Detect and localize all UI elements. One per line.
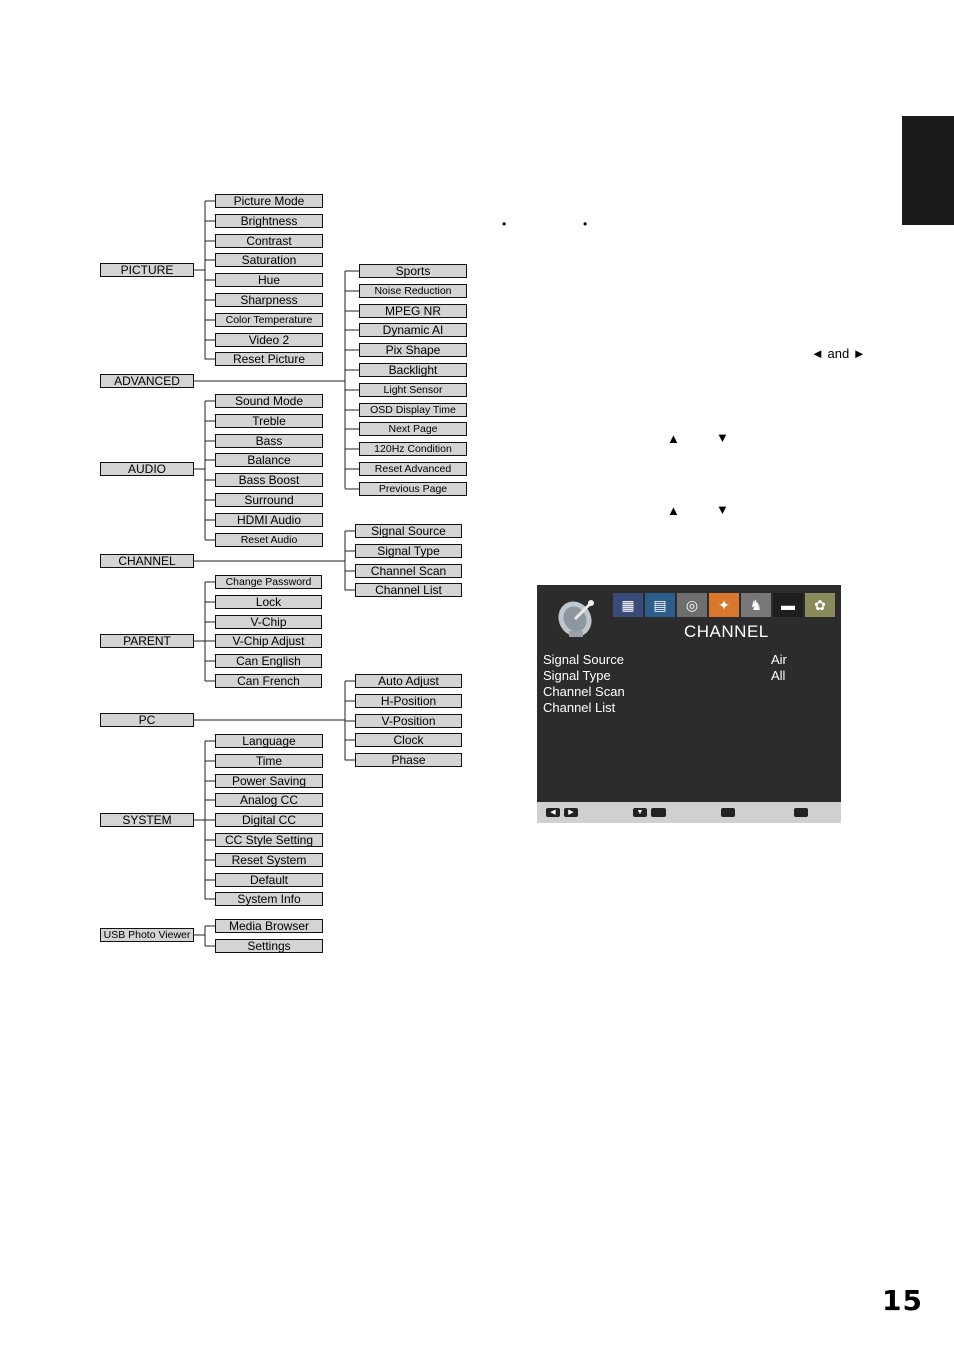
pc-icon[interactable]: ▬ (773, 593, 803, 617)
system-icon[interactable]: ✿ (805, 593, 835, 617)
osd-row-value: Air (771, 652, 787, 667)
osd-footer (537, 802, 841, 823)
menu-root-advanced: ADVANCED (100, 374, 194, 388)
menu-root-system: SYSTEM (100, 813, 194, 827)
menu-item-time: Time (215, 754, 323, 768)
menu-item-reset-advanced: Reset Advanced (359, 462, 467, 476)
menu-root-channel: CHANNEL (100, 554, 194, 568)
menu-item-noise-reduction: Noise Reduction (359, 284, 467, 298)
menu-item-balance: Balance (215, 453, 323, 467)
osd-menu-icons (613, 593, 835, 617)
menu-item-contrast: Contrast (215, 234, 323, 248)
audio-icon[interactable]: ◎ (677, 593, 707, 617)
picture-icon[interactable]: ▦ (613, 593, 643, 617)
menu-item-lock: Lock (215, 595, 322, 609)
menu-item-auto-adjust: Auto Adjust (355, 674, 462, 688)
menu-root-parent: PARENT (100, 634, 194, 648)
menu-item-light-sensor: Light Sensor (359, 383, 467, 397)
menu-item-phase: Phase (355, 753, 462, 767)
osd-row-label[interactable]: Channel Scan (543, 684, 625, 699)
menu-item-analog-cc: Analog CC (215, 793, 323, 807)
menu-item-dynamic-ai: Dynamic AI (359, 323, 467, 337)
menu-item-can-english: Can English (215, 654, 322, 668)
exit-key-icon (794, 808, 808, 817)
down-arrow-icon: ▼ (716, 502, 729, 517)
down-arrow-icon: ▼ (716, 430, 729, 445)
parent-icon[interactable]: ♞ (741, 593, 771, 617)
menu-item-hdmi-audio: HDMI Audio (215, 513, 323, 527)
menu-root-usb-photo-viewer: USB Photo Viewer (100, 928, 194, 942)
menu-item-picture-mode: Picture Mode (215, 194, 323, 208)
tv-osd-screen (537, 585, 841, 823)
menu-item-signal-source: Signal Source (355, 524, 462, 538)
page-number: 15 (882, 1284, 923, 1317)
osd-title: CHANNEL (684, 622, 769, 641)
bullet: • (502, 217, 507, 231)
menu-key-icon (721, 808, 735, 817)
down-key-icon: ▼ (633, 808, 647, 817)
menu-root-picture: PICTURE (100, 263, 194, 277)
menu-item-media-browser: Media Browser (215, 919, 323, 933)
up-arrow-icon: ▲ (667, 503, 680, 518)
menu-item-language: Language (215, 734, 323, 748)
menu-root-pc: PC (100, 713, 194, 727)
osd-row-value: All (771, 668, 786, 683)
menu-item-v-chip: V-Chip (215, 615, 322, 629)
menu-item-mpeg-nr: MPEG NR (359, 304, 467, 318)
menu-item-cc-style-setting: CC Style Setting (215, 833, 323, 847)
left-right-arrows-text: ◄ and ► (811, 346, 866, 361)
section-tab (902, 116, 954, 225)
menu-item-hue: Hue (215, 273, 323, 287)
osd-row-label[interactable]: Channel List (543, 700, 616, 715)
menu-item-brightness: Brightness (215, 214, 323, 228)
menu-item-backlight: Backlight (359, 363, 467, 377)
menu-item-previous-page: Previous Page (359, 482, 467, 496)
menu-item-surround: Surround (215, 493, 323, 507)
menu-item-osd-display-time: OSD Display Time (359, 403, 467, 417)
menu-item-reset-picture: Reset Picture (215, 352, 323, 366)
menu-item-clock: Clock (355, 733, 462, 747)
menu-item-saturation: Saturation (215, 253, 323, 267)
channel-icon[interactable]: ✦ (709, 593, 739, 617)
menu-item-default: Default (215, 873, 323, 887)
menu-item-next-page: Next Page (359, 422, 467, 436)
menu-item-sports: Sports (359, 264, 467, 278)
osd-row-label[interactable]: Signal Source (543, 652, 624, 667)
menu-item-color-temperature: Color Temperature (215, 313, 323, 327)
menu-item-system-info: System Info (215, 892, 323, 906)
menu-item-sharpness: Sharpness (215, 293, 323, 307)
menu-item-channel-list: Channel List (355, 583, 462, 597)
left-key-icon: ◀ (546, 808, 560, 817)
advanced-icon[interactable]: ▤ (645, 593, 675, 617)
menu-item-reset-system: Reset System (215, 853, 323, 867)
menu-item-reset-audio: Reset Audio (215, 533, 323, 547)
osd-row-label[interactable]: Signal Type (543, 668, 611, 683)
menu-item-can-french: Can French (215, 674, 322, 688)
menu-item-settings: Settings (215, 939, 323, 953)
menu-item-signal-type: Signal Type (355, 544, 462, 558)
bullet: • (583, 217, 588, 231)
menu-item-sound-mode: Sound Mode (215, 394, 323, 408)
menu-item-video-2: Video 2 (215, 333, 323, 347)
menu-root-audio: AUDIO (100, 462, 194, 476)
satellite-dish-icon (553, 593, 601, 641)
menu-item-treble: Treble (215, 414, 323, 428)
menu-item-v-chip-adjust: V-Chip Adjust (215, 634, 322, 648)
menu-item-pix-shape: Pix Shape (359, 343, 467, 357)
up-arrow-icon: ▲ (667, 431, 680, 446)
menu-item-v-position: V-Position (355, 714, 462, 728)
menu-item-bass-boost: Bass Boost (215, 473, 323, 487)
menu-item-change-password: Change Password (215, 575, 322, 589)
menu-item-power-saving: Power Saving (215, 774, 323, 788)
menu-item-bass: Bass (215, 434, 323, 448)
menu-item-120hz-condition: 120Hz Condition (359, 442, 467, 456)
menu-item-digital-cc: Digital CC (215, 813, 323, 827)
select-key-icon (651, 808, 666, 817)
menu-item-h-position: H-Position (355, 694, 462, 708)
menu-item-channel-scan: Channel Scan (355, 564, 462, 578)
right-key-icon: ▶ (564, 808, 578, 817)
